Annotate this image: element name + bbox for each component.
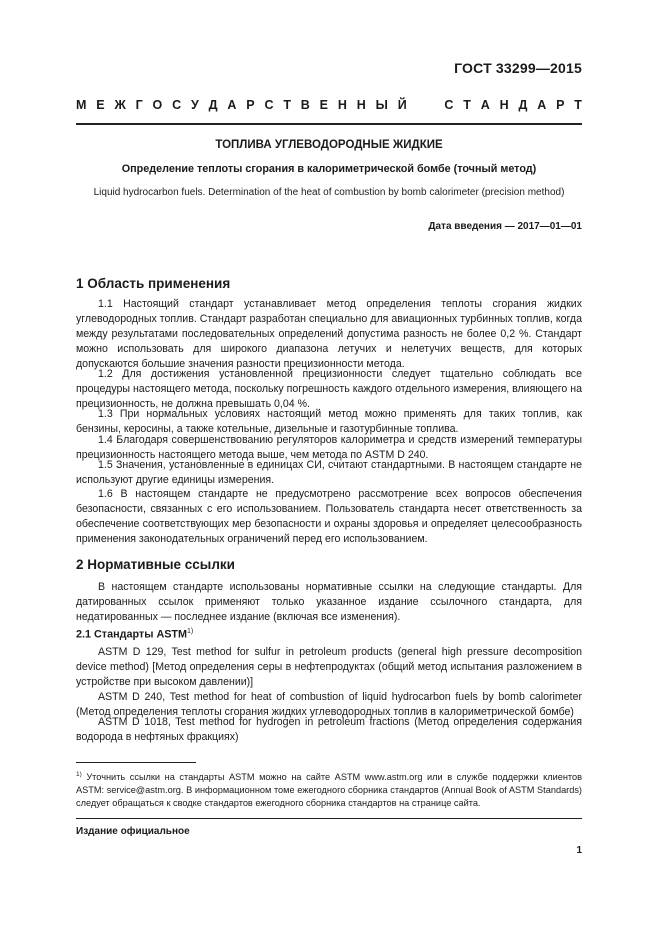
section-1-paragraph: 1.3 При нормальных условиях настоящий метод можно применять для таких топлив, как бензины, керосины, а также котельные, дизельные и газотурбинные топлива. (76, 408, 582, 436)
standard-type-letter: А (227, 98, 237, 112)
standard-type-letter: У (191, 98, 199, 112)
standard-type-gap (417, 98, 435, 112)
section-1-paragraph: 1.2 Для достижения установленной прецизионности следует тщательно соблюдать все процедуры настоящего метода, поскольку погрешность каждого отдельного измерения, влияющего на прецизионность, не должна превышать 0,04 %. (76, 368, 582, 411)
standard-type-letter: С (444, 98, 454, 112)
footnote (76, 768, 582, 810)
standard-type-letter: С (264, 98, 274, 112)
standard-type-letter: С (172, 98, 182, 112)
reference-item: ASTM D 1018, Test method for hydrogen in petroleum fractions (Метод определения содержания водорода в нефтяных фракциях) (76, 716, 582, 744)
standard-type-letter: Г (135, 98, 143, 112)
standard-type-label (76, 98, 582, 112)
section-1-paragraph: 1.4 Благодаря совершенствованию регуляторов калориметра и средств измерений температуры прецизионность настоящего метода выше, чем метода по ASTM D 240. (76, 434, 582, 462)
standard-type-letter: Й (397, 98, 407, 112)
section-2-heading: 2 Нормативные ссылки (76, 557, 235, 572)
section-1-paragraph: 1.1 Настоящий стандарт устанавливает метод определения теплоты сгорания жидких углеводородных топлив. Стандарт разработан специально для авиационных турбинных топлив, когда между результатами последовательных определений допустима разность не более 0,2 %. Стандарт можно использовать для широкого диапазона летучих и нелетучих веществ, для которых допускаются большие значения разности прецизионности метода. (76, 298, 582, 371)
section-1-paragraph: 1.6 В настоящем стандарте не предусмотрено рассмотрение всех вопросов обеспечения безопасности, связанных с его использованием. Пользователь стандарта несет ответственность за обеспечение соответствующих мер безопасности и охраны здоровья и определяет целесообразность применения законодательных ограничений перед его использованием. (76, 488, 582, 546)
standard-type-letter: А (480, 98, 490, 112)
standard-type-letter: Е (319, 98, 329, 112)
document-title: ТОПЛИВА УГЛЕВОДОРОДНЫЕ ЖИДКИЕ (215, 139, 443, 151)
standard-type-letter: Р (556, 98, 565, 112)
section-2-1-heading-text: 2.1 Стандарты ASTM (76, 628, 188, 641)
standard-type-letter: Н (356, 98, 366, 112)
standard-type-letter: А (537, 98, 547, 112)
standard-type-letter: Н (337, 98, 347, 112)
section-2-intro: В настоящем стандарте использованы нормативные ссылки на следующие стандарты. Для датированных ссылок применяют только указанное издание ссылочного стандарта, для недатированных — последнее издание (включая все изменения). (76, 581, 582, 624)
effective-date: Дата введения — 2017—01—01 (428, 221, 582, 232)
standard-type-letter: В (300, 98, 310, 112)
section-2-1-heading (76, 628, 193, 641)
footer-rule (76, 818, 582, 819)
footnote-mark: 1) (76, 771, 82, 778)
standard-type-letter: Р (246, 98, 255, 112)
standard-type-letter: Т (463, 98, 471, 112)
document-title-english: Liquid hydrocarbon fuels. Determination of the heat of combustion by bomb calorimeter (precision method) (93, 187, 565, 198)
edition-label: Издание официальное (76, 826, 190, 837)
reference-item: ASTM D 129, Test method for sulfur in petroleum products (general high pressure decomposition device method) [Метод определения серы в нефтепродуктах (общий метод испытания разложением в устройстве при высоком давлении)] (76, 646, 582, 689)
standard-type-letter: О (152, 98, 163, 112)
document-code: ГОСТ 33299—2015 (454, 60, 582, 76)
document-subtitle: Определение теплоты сгорания в калориметрической бомбе (точный метод) (121, 163, 537, 175)
standard-type-letter: Ы (375, 98, 388, 112)
standard-type-letter: Е (96, 98, 105, 112)
section-1-paragraph: 1.5 Значения, установленные в единицах СИ, считают стандартными. В настоящем стандарте не используют другие единицы измерения. (76, 459, 582, 487)
standard-type-letter: Ж (114, 98, 126, 112)
standard-type-letter: Д (518, 98, 528, 112)
standard-type-letter: Т (283, 98, 291, 112)
header-rule (76, 123, 582, 125)
standard-type-letter: Т (574, 98, 582, 112)
page-number: 1 (576, 845, 582, 856)
standard-type-letter: Н (499, 98, 509, 112)
standard-type-letter: Д (208, 98, 218, 112)
footnote-ref: 1) (187, 628, 194, 635)
reference-item: ASTM D 240, Test method for heat of combustion of liquid hydrocarbon fuels by bomb calorimeter (Метод определения теплоты сгорания жидких углеводородных топлив в калориметрической бомбе) (76, 691, 582, 719)
footnote-text: Уточнить ссылки на стандарты ASTM можно на сайте ASTM www.astm.org или в службе поддержки клиентов ASTM: service@astm.org. В информационном томе ежегодного сборника стандартов (Annual Book of ASTM Standards) следует обращаться к сводке стандартов ежегодного сборника стандартов на странице сайта. (76, 772, 582, 809)
section-1-heading: 1 Область применения (76, 276, 231, 291)
standard-type-letter: М (76, 98, 87, 112)
footnote-rule (76, 762, 196, 763)
